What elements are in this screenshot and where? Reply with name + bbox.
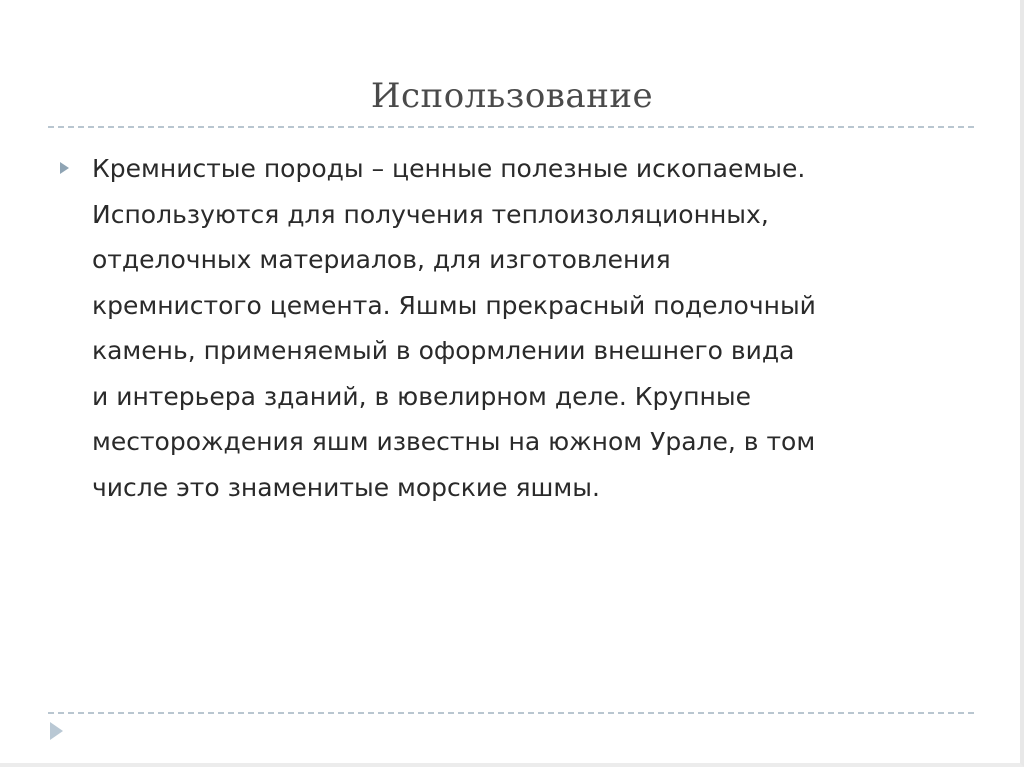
triangle-right-icon (60, 162, 69, 174)
title-divider (48, 126, 974, 128)
bullet-text: Кремнистые породы – ценные полезные ископаемые. Используются для получения теплоизоляционных, отделочных материалов, для изготовления кремнистого цемента. Яшмы прекрасный поделочный камень, применяемый в оформлении внешнего вида и интерьера зданий, в ювелирном деле. Крупные месторождения яшм известны на южном Урале, в том числе это знаменитые морские яшмы. (92, 154, 816, 502)
slide-title: Использование (370, 76, 654, 116)
next-slide-icon (50, 722, 63, 740)
footer-divider (48, 712, 974, 714)
